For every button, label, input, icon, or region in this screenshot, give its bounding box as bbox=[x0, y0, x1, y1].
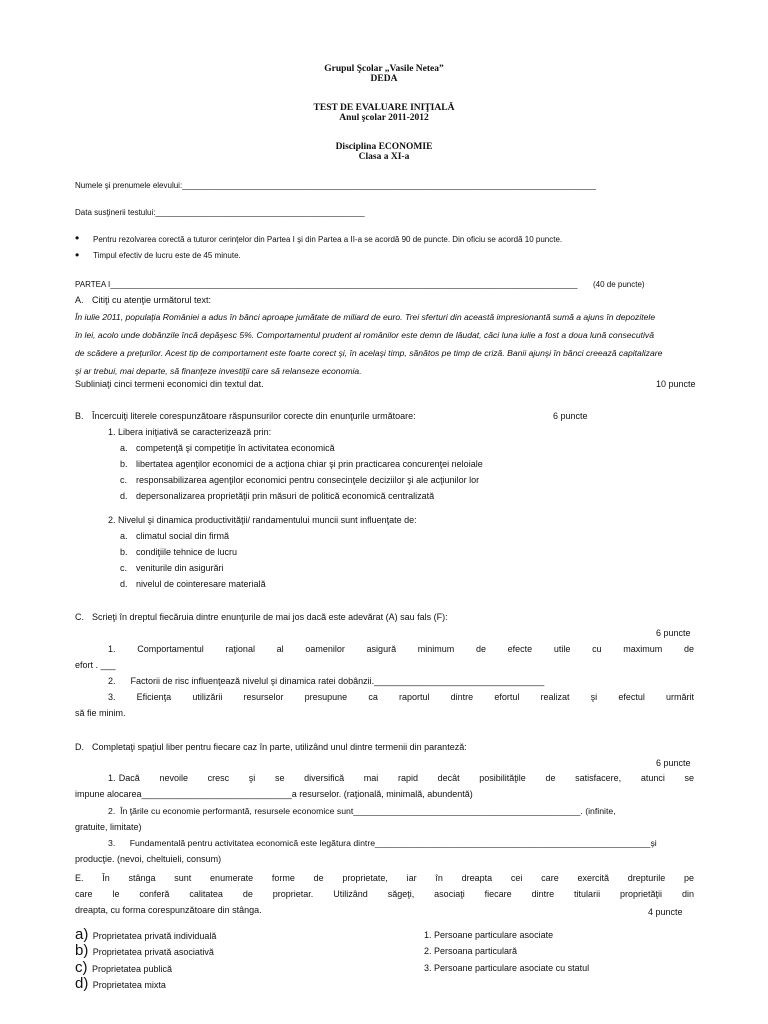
section-c-label: C. bbox=[75, 612, 84, 622]
statement-c2[interactable]: 2. Factorii de risc influenţează nivelul şi dinamica ratei dobânzii.__________________________________ bbox=[108, 676, 545, 686]
part1-title: PARTEA I bbox=[75, 280, 111, 289]
section-c-points: 6 puncte bbox=[656, 628, 691, 638]
property-text: Proprietatea publică bbox=[91, 964, 173, 974]
test-date-label: Data susţinerii testului: bbox=[75, 208, 156, 217]
student-name-blank[interactable]: _____________________________________________________________________________________________ bbox=[182, 181, 596, 190]
property-text: Proprietatea mixta bbox=[92, 980, 166, 990]
statement-d2-end: gratuite, limitate) bbox=[75, 822, 142, 832]
section-a-text-line: în lei, acolo unde dobânzile încă depăşesc 5%. Comportamentul prudent al românilor este demn de lăudat, căci luna iulie a fost a doua lună consecutivă bbox=[75, 330, 655, 340]
class-level: Clasa a XI-a bbox=[358, 152, 410, 162]
property-form-d[interactable] bbox=[75, 975, 166, 993]
statement-c3-end: să fie minim. bbox=[75, 708, 126, 718]
instruction-2: Timpul efectiv de lucru este de 45 minute. bbox=[93, 251, 241, 260]
owner-1[interactable]: 1. Persoane particulare asociate bbox=[424, 930, 554, 940]
statement-d3-end: producţie. (nevoi, cheltuieli, consum) bbox=[75, 854, 222, 864]
option-letter[interactable]: b. bbox=[120, 459, 128, 469]
option-text: climatul social din firmă bbox=[136, 531, 230, 541]
option-text: depersonalizarea proprietăţii prin măsuri de politică economică centralizată bbox=[136, 491, 435, 501]
section-e-intro-line-3: dreapta, cu forma corespunzătoare din stânga. bbox=[75, 905, 262, 915]
section-a-task: Subliniaţi cinci termeni economici din textul dat. bbox=[75, 379, 264, 389]
option-letter[interactable]: c. bbox=[120, 475, 128, 485]
option-letter[interactable]: c. bbox=[120, 563, 128, 573]
owner-3[interactable]: 3. Persoane particulare asociate cu statul bbox=[424, 963, 590, 973]
statement-c3: 3. Eficienţa utilizării resurselor presupune ca raportul dintre efortul realizat şi efectul urmărit bbox=[108, 692, 694, 702]
section-d-label: D. bbox=[75, 742, 84, 752]
option-text: nivelul de cointeresare materială bbox=[136, 579, 266, 589]
property-form-b[interactable] bbox=[75, 942, 214, 960]
property-letter: c) bbox=[75, 959, 88, 976]
section-e-points: 4 puncte bbox=[648, 907, 683, 917]
option-letter[interactable]: b. bbox=[120, 547, 128, 557]
student-name-label: Numele şi prenumele elevului: bbox=[75, 181, 183, 190]
section-a-text-line: de scădere a preţurilor. Acest tip de comportament este foarte corect şi, în acelaşi timp, sănătos pe timp de criză. Banii ajunşi în bănci creează capitalizare bbox=[75, 348, 663, 358]
section-a-label: A. bbox=[75, 295, 84, 305]
option-text: condiţiile tehnice de lucru bbox=[136, 547, 238, 557]
question-b2: 2. Nivelul şi dinamica productivităţii/ randamentului muncii sunt influenţate de: bbox=[108, 515, 417, 525]
part1-points: (40 de puncte) bbox=[593, 280, 645, 289]
bullet-icon: • bbox=[75, 231, 80, 245]
discipline: Disciplina ECONOMIE bbox=[335, 142, 433, 152]
option-letter[interactable]: d. bbox=[120, 579, 128, 589]
statement-c1-end[interactable]: efort . ___ bbox=[75, 660, 116, 670]
test-title: TEST DE EVALUARE INIŢIALĂ bbox=[313, 103, 455, 113]
statement-d3[interactable]: 3. Fundamentală pentru activitatea economică este legătura dintre_________________________________________________________şi bbox=[108, 838, 657, 848]
bullet-icon: • bbox=[75, 248, 80, 262]
school-name: Grupul Şcolar „Vasile Netea” bbox=[324, 64, 444, 74]
section-a-text-line: În iulie 2011, populaţia României a adus în bănci aproape jumătate de miliard de euro. Trei sferturi din această impresionantă sumă a ajuns în depozitele bbox=[75, 312, 656, 322]
statement-d1-end[interactable]: impune alocarea______________________________a resurselor. (raţională, minimală, abundentă) bbox=[75, 789, 473, 799]
question-b1: 1. Libera iniţiativă se caracterizează prin: bbox=[108, 427, 272, 437]
section-b-intro: Încercuiţi literele corespunzătoare răspunsurilor corecte din enunţurile următoare: bbox=[92, 411, 416, 421]
option-letter[interactable]: a. bbox=[120, 443, 128, 453]
property-text: Proprietatea privată individuală bbox=[92, 931, 217, 941]
school-city: DEDA bbox=[370, 74, 398, 84]
section-d-points: 6 puncte bbox=[656, 758, 691, 768]
part1-row bbox=[75, 280, 605, 290]
section-c-intro: Scrieţi în dreptul fiecăruia dintre enunţurile de mai jos dacă este adevărat (A) sau fals (F): bbox=[92, 612, 448, 622]
option-letter[interactable]: d. bbox=[120, 491, 128, 501]
property-letter: b) bbox=[75, 942, 89, 959]
section-a-text-line: şi ar trebui, mai departe, să finanţeze investiţii care să relanseze economia. bbox=[75, 366, 362, 376]
option-text: competenţă şi competiţie în activitatea economică bbox=[136, 443, 335, 453]
option-letter[interactable]: a. bbox=[120, 531, 128, 541]
student-name-row bbox=[75, 181, 596, 191]
section-d-intro: Completaţi spaţiul liber pentru fiecare caz în parte, utilizând unul dintre termenii din paranteză: bbox=[92, 742, 467, 752]
statement-c1: 1. Comportamentul raţional al oamenilor asigură minimum de efecte utile cu maximum de bbox=[108, 644, 694, 654]
section-b-points: 6 puncte bbox=[553, 411, 588, 421]
property-letter: d) bbox=[75, 975, 89, 992]
test-date-blank[interactable]: _______________________________________________ bbox=[155, 208, 365, 217]
property-letter: a) bbox=[75, 926, 89, 943]
option-text: libertatea agenţilor economici de a acţiona chiar şi prin practicarea concurenţei neloiale bbox=[136, 459, 483, 469]
section-b-label: B. bbox=[75, 411, 84, 421]
section-e-intro-line-2: care le conferă calitatea de proprietar. Utilizând săgeţi, asociaţi fiecare dintre titularii proprietăţii din bbox=[75, 889, 694, 899]
owner-2[interactable]: 2. Persoana particulară bbox=[424, 946, 518, 956]
test-date-row bbox=[75, 208, 365, 218]
property-text: Proprietatea privată asociativă bbox=[92, 947, 214, 957]
option-text: responsabilizarea agenţilor economici pentru consecinţele deciziilor şi ale acţiunilor lor bbox=[136, 475, 480, 485]
statement-d2[interactable]: 2. În ţările cu economie performantă, resursele economice sunt_______________________________________________. (infinite, bbox=[108, 806, 616, 816]
section-a-points: 10 puncte bbox=[656, 379, 696, 389]
instruction-1: Pentru rezolvarea corectă a tuturor cerinţelor din Partea I şi din Partea a II-a se acordă 90 de puncte. Din oficiu se acordă 10 puncte. bbox=[93, 235, 563, 244]
part1-line: _________________________________________________________________________________________________________ bbox=[110, 280, 578, 289]
section-a-text bbox=[75, 308, 695, 380]
school-year: Anul şcolar 2011-2012 bbox=[339, 113, 429, 123]
statement-d1: 1. Dacă nevoile cresc şi se diversifică mai rapid decât posibilităţile de satisfacere, atunci se bbox=[108, 773, 694, 783]
section-e-intro-line-1: E. În stânga sunt enumerate forme de proprietate, iar în dreapta cei care exercită drepturile pe bbox=[75, 873, 694, 883]
section-a-intro: Citiţi cu atenţie următorul text: bbox=[92, 295, 212, 305]
option-text: veniturile din asigurări bbox=[136, 563, 224, 573]
